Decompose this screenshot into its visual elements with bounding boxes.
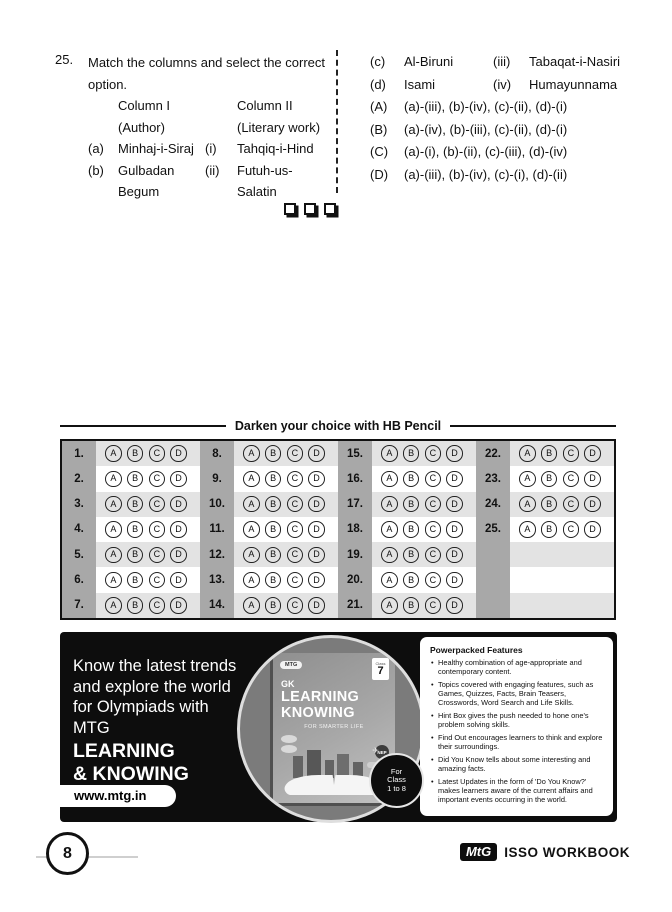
omr-bubble-22-B[interactable]: B xyxy=(541,445,558,462)
omr-bubble-25-A[interactable]: A xyxy=(519,521,536,538)
omr-bubble-18-D[interactable]: D xyxy=(446,521,463,538)
question-text xyxy=(88,52,344,95)
omr-bubble-23-A[interactable]: A xyxy=(519,471,536,488)
omr-bubble-row xyxy=(510,441,614,466)
omr-question-number xyxy=(476,593,510,618)
omr-bubble-row xyxy=(234,593,338,618)
omr-bubble-21-B[interactable]: B xyxy=(403,597,420,614)
omr-row xyxy=(476,441,614,466)
omr-bubble-14-A[interactable]: A xyxy=(243,597,260,614)
option-B-label: (B) xyxy=(370,121,388,137)
omr-question-number: 14. xyxy=(200,593,234,618)
omr-bubble-10-D[interactable]: D xyxy=(308,496,325,513)
omr-bubble-row xyxy=(372,441,476,466)
class-label: Class xyxy=(375,661,386,666)
omr-bubble-22-D[interactable]: D xyxy=(584,445,601,462)
omr-bubble-row xyxy=(372,542,476,567)
omr-question-number: 19. xyxy=(338,542,372,567)
omr-bubble-row xyxy=(234,542,338,567)
omr-bubble-row xyxy=(234,492,338,517)
omr-bubble-1-C[interactable]: C xyxy=(149,445,166,462)
badge-line: Class xyxy=(387,775,406,785)
omr-bubble-3-A[interactable]: A xyxy=(105,496,122,513)
omr-question-number: 11. xyxy=(200,517,234,542)
omr-bubble-row xyxy=(96,466,200,491)
feature-bullet: • Healthy combination of age-appropriate and contemporary content. xyxy=(430,658,604,676)
book-gk-label: GK xyxy=(281,679,295,689)
omr-bubble-18-C[interactable]: C xyxy=(425,521,442,538)
footer-branding xyxy=(460,843,630,861)
option-C-label: (C) xyxy=(370,144,389,159)
omr-row xyxy=(476,492,614,517)
row-c-work: Tabaqat-i-Nasiri xyxy=(529,54,621,69)
omr-row xyxy=(62,542,200,567)
omr-bubble-5-D[interactable]: D xyxy=(170,547,187,564)
omr-row xyxy=(476,542,614,567)
omr-question-number: 2. xyxy=(62,466,96,491)
omr-bubble-13-A[interactable]: A xyxy=(243,572,260,589)
omr-bubble-3-B[interactable]: B xyxy=(127,496,144,513)
question-text-line2: option. xyxy=(88,76,128,92)
omr-question-number: 18. xyxy=(338,517,372,542)
option-A xyxy=(370,96,628,119)
omr-row xyxy=(200,441,338,466)
omr-row xyxy=(200,542,338,567)
omr-row xyxy=(338,517,476,542)
omr-question-number: 25. xyxy=(476,517,510,542)
row-d-num: (iv) xyxy=(493,76,512,92)
omr-bubble-19-C[interactable]: C xyxy=(425,547,442,564)
omr-column-group xyxy=(476,441,614,618)
omr-bubble-15-A[interactable]: A xyxy=(381,445,398,462)
option-B xyxy=(370,119,628,142)
omr-row xyxy=(476,517,614,542)
omr-bubble-7-B[interactable]: B xyxy=(127,597,144,614)
omr-bubble-10-B[interactable]: B xyxy=(265,496,282,513)
badge-line: For xyxy=(390,766,403,776)
ad-headline-line: MTG xyxy=(73,718,110,737)
omr-row xyxy=(62,466,200,491)
omr-bubble-15-C[interactable]: C xyxy=(425,445,442,462)
omr-bubble-17-C[interactable]: C xyxy=(425,496,442,513)
omr-bubble-row xyxy=(510,542,614,567)
omr-question-number: 9. xyxy=(200,466,234,491)
column-divider xyxy=(336,50,338,193)
feature-bullet: • Find Out encourages learners to think and explore their surroundings. xyxy=(430,733,604,751)
omr-bubble-9-B[interactable]: B xyxy=(265,471,282,488)
omr-bubble-13-C[interactable]: C xyxy=(287,572,304,589)
omr-bubble-20-A[interactable]: A xyxy=(381,572,398,589)
feature-bullet: • Hint Box gives the push needed to hone one's problem solving skills. xyxy=(430,711,604,729)
omr-bubble-row xyxy=(234,517,338,542)
omr-bubble-16-B[interactable]: B xyxy=(403,471,420,488)
omr-bubble-2-B[interactable]: B xyxy=(127,471,144,488)
omr-bubble-row xyxy=(510,466,614,491)
omr-bubble-row xyxy=(96,492,200,517)
omr-bubble-15-D[interactable]: D xyxy=(446,445,463,462)
omr-question-number: 21. xyxy=(338,593,372,618)
omr-question-number: 22. xyxy=(476,441,510,466)
book-title-line1: LEARNING xyxy=(281,689,360,705)
omr-bubble-4-D[interactable]: D xyxy=(170,521,187,538)
omr-bubble-row xyxy=(372,466,476,491)
omr-bubble-22-A[interactable]: A xyxy=(519,445,536,462)
row-c-label: (c) xyxy=(370,54,386,69)
omr-bubble-row xyxy=(96,517,200,542)
omr-bubble-17-D[interactable]: D xyxy=(446,496,463,513)
omr-row xyxy=(476,567,614,592)
omr-row xyxy=(200,517,338,542)
omr-bubble-1-A[interactable]: A xyxy=(105,445,122,462)
omr-header xyxy=(60,419,616,433)
omr-bubble-16-D[interactable]: D xyxy=(446,471,463,488)
question-number: 25. xyxy=(55,52,74,67)
omr-bubble-14-C[interactable]: C xyxy=(287,597,304,614)
row-a-author: Minhaj-i-Siraj xyxy=(118,141,194,156)
omr-bubble-13-D[interactable]: D xyxy=(308,572,325,589)
city-illustration xyxy=(287,748,381,778)
omr-bubble-2-A[interactable]: A xyxy=(105,471,122,488)
omr-bubble-21-C[interactable]: C xyxy=(425,597,442,614)
omr-bubble-10-A[interactable]: A xyxy=(243,496,260,513)
option-A-label: (A) xyxy=(370,99,388,114)
omr-bubble-row xyxy=(372,492,476,517)
omr-bubble-20-B[interactable]: B xyxy=(403,572,420,589)
omr-bubble-25-C[interactable]: C xyxy=(563,521,580,538)
question-right-column xyxy=(370,51,628,186)
omr-question-number: 5. xyxy=(62,542,96,567)
option-B-text: (a)-(iv), (b)-(iii), (c)-(ii), (d)-(i) xyxy=(404,121,568,137)
omr-question-number: 3. xyxy=(62,492,96,517)
omr-bubble-23-C[interactable]: C xyxy=(563,471,580,488)
omr-row xyxy=(338,492,476,517)
omr-bubble-11-D[interactable]: D xyxy=(308,521,325,538)
omr-question-number: 10. xyxy=(200,492,234,517)
ad-brand-line: & KNOWING xyxy=(73,763,189,785)
rule-line xyxy=(450,425,616,427)
omr-bubble-21-A[interactable]: A xyxy=(381,597,398,614)
ad-headline-line: and explore the world xyxy=(73,677,231,696)
omr-row xyxy=(62,593,200,618)
omr-bubble-20-C[interactable]: C xyxy=(425,572,442,589)
row-b-label: (b) xyxy=(88,162,104,178)
omr-question-number: 15. xyxy=(338,441,372,466)
row-d-label: (d) xyxy=(370,76,386,92)
row-c xyxy=(370,51,628,74)
omr-bubble-8-A[interactable]: A xyxy=(243,445,260,462)
omr-bubble-9-A[interactable]: A xyxy=(243,471,260,488)
omr-question-number: 6. xyxy=(62,567,96,592)
omr-bubble-5-C[interactable]: C xyxy=(149,547,166,564)
omr-bubble-4-C[interactable]: C xyxy=(149,521,166,538)
omr-row xyxy=(338,567,476,592)
ad-brand-line: LEARNING xyxy=(73,740,175,762)
omr-bubble-row xyxy=(96,593,200,618)
omr-bubble-24-C[interactable]: C xyxy=(563,496,580,513)
omr-bubble-9-C[interactable]: C xyxy=(287,471,304,488)
omr-bubble-12-A[interactable]: A xyxy=(243,547,260,564)
mtg-logo: MTG xyxy=(280,661,302,669)
building-shape xyxy=(307,750,321,778)
mtg-website-link[interactable]: www.mtg.in xyxy=(60,785,176,807)
omr-bubble-6-B[interactable]: B xyxy=(127,572,144,589)
omr-bubble-row xyxy=(510,492,614,517)
option-D-text: (a)-(iii), (b)-(iv), (c)-(i), (d)-(ii) xyxy=(404,166,568,182)
omr-question-number: 7. xyxy=(62,593,96,618)
ad-headline-line: Know the latest trends xyxy=(73,657,237,675)
omr-question-number: 1. xyxy=(62,441,96,466)
row-d-work: Humayunnama xyxy=(529,76,618,92)
omr-question-number: 13. xyxy=(200,567,234,592)
omr-bubble-5-B[interactable]: B xyxy=(127,547,144,564)
omr-row xyxy=(476,466,614,491)
omr-bubble-8-C[interactable]: C xyxy=(287,445,304,462)
omr-bubble-19-D[interactable]: D xyxy=(446,547,463,564)
match-columns-table xyxy=(88,95,332,203)
row-b-author: Gulbadan Begum xyxy=(118,162,175,199)
omr-bubble-25-B[interactable]: B xyxy=(541,521,558,538)
omr-question-number: 24. xyxy=(476,492,510,517)
omr-bubble-3-D[interactable]: D xyxy=(170,496,187,513)
square-icon xyxy=(304,203,316,215)
omr-bubble-13-B[interactable]: B xyxy=(265,572,282,589)
omr-bubble-row xyxy=(96,567,200,592)
omr-bubble-24-A[interactable]: A xyxy=(519,496,536,513)
omr-row xyxy=(200,466,338,491)
omr-bubble-3-C[interactable]: C xyxy=(149,496,166,513)
omr-bubble-row xyxy=(510,567,614,592)
omr-bubble-12-D[interactable]: D xyxy=(308,547,325,564)
omr-row xyxy=(200,567,338,592)
omr-bubble-row xyxy=(96,542,200,567)
omr-column-group xyxy=(200,441,338,618)
omr-row xyxy=(62,492,200,517)
omr-question-number: 16. xyxy=(338,466,372,491)
omr-bubble-15-B[interactable]: B xyxy=(403,445,420,462)
omr-bubble-row xyxy=(372,517,476,542)
omr-row xyxy=(338,441,476,466)
omr-bubble-17-A[interactable]: A xyxy=(381,496,398,513)
omr-bubble-1-B[interactable]: B xyxy=(127,445,144,462)
features-title: Powerpacked Features xyxy=(430,645,523,655)
rule-line xyxy=(60,425,226,427)
omr-title: Darken your choice with HB Pencil xyxy=(234,419,442,433)
omr-question-number: 23. xyxy=(476,466,510,491)
omr-bubble-20-D[interactable]: D xyxy=(446,572,463,589)
feature-bullet: • Topics covered with engaging features, such as Games, Quizzes, Facts, Brain Teasers, Crosswords, Word Search and Life Skills. xyxy=(430,680,604,708)
omr-question-number: 4. xyxy=(62,517,96,542)
omr-row xyxy=(338,466,476,491)
feature-bullet: • Did You Know tells about some interesting and amazing facts. xyxy=(430,755,604,773)
omr-bubble-8-D[interactable]: D xyxy=(308,445,325,462)
mtg-advertisement xyxy=(60,632,617,822)
omr-bubble-7-D[interactable]: D xyxy=(170,597,187,614)
option-A-text: (a)-(iii), (b)-(iv), (c)-(ii), (d)-(i) xyxy=(404,99,568,114)
workbook-title: ISSO WORKBOOK xyxy=(504,844,630,860)
omr-bubble-7-A[interactable]: A xyxy=(105,597,122,614)
omr-bubble-row xyxy=(234,466,338,491)
omr-bubble-11-C[interactable]: C xyxy=(287,521,304,538)
row-a-work: Tahqiq-i-Hind xyxy=(237,141,314,156)
book-badge-oval xyxy=(281,735,297,743)
omr-row xyxy=(338,542,476,567)
row-b-num: (ii) xyxy=(205,162,220,178)
omr-bubble-row xyxy=(510,593,614,618)
omr-bubble-5-A[interactable]: A xyxy=(105,547,122,564)
omr-bubble-1-D[interactable]: D xyxy=(170,445,187,462)
ad-headline xyxy=(73,656,236,738)
option-D-label: (D) xyxy=(370,166,389,182)
book-title-line2: KNOWING xyxy=(281,705,355,721)
omr-bubble-11-A[interactable]: A xyxy=(243,521,260,538)
omr-bubble-8-B[interactable]: B xyxy=(265,445,282,462)
row-c-num: (iii) xyxy=(493,54,511,69)
nep-badge: NEP xyxy=(375,745,389,759)
omr-bubble-25-D[interactable]: D xyxy=(584,521,601,538)
omr-bubble-16-A[interactable]: A xyxy=(381,471,398,488)
row-d-author: Isami xyxy=(404,76,436,92)
omr-bubble-11-B[interactable]: B xyxy=(265,521,282,538)
row-c-author: Al-Biruni xyxy=(404,54,454,69)
feature-bullet: • Latest Updates in the form of 'Do You Know?' makes learners aware of the current affairs and important events occurring in the world. xyxy=(430,777,604,805)
omr-bubble-21-D[interactable]: D xyxy=(446,597,463,614)
omr-row xyxy=(338,593,476,618)
omr-question-number xyxy=(476,542,510,567)
omr-question-number: 12. xyxy=(200,542,234,567)
omr-bubble-2-C[interactable]: C xyxy=(149,471,166,488)
omr-bubble-23-D[interactable]: D xyxy=(584,471,601,488)
omr-bubble-14-B[interactable]: B xyxy=(265,597,282,614)
omr-bubble-18-B[interactable]: B xyxy=(403,521,420,538)
omr-bubble-19-A[interactable]: A xyxy=(381,547,398,564)
omr-question-number: 17. xyxy=(338,492,372,517)
omr-bubble-7-C[interactable]: C xyxy=(149,597,166,614)
omr-bubble-14-D[interactable]: D xyxy=(308,597,325,614)
omr-bubble-12-C[interactable]: C xyxy=(287,547,304,564)
omr-question-number xyxy=(476,567,510,592)
omr-bubble-16-C[interactable]: C xyxy=(425,471,442,488)
mtg-footer-logo: MtG xyxy=(460,843,497,861)
class-7-badge xyxy=(372,658,389,680)
omr-question-number: 20. xyxy=(338,567,372,592)
omr-bubble-4-A[interactable]: A xyxy=(105,521,122,538)
omr-column-group xyxy=(338,441,476,618)
omr-bubble-row xyxy=(372,593,476,618)
omr-bubble-12-B[interactable]: B xyxy=(265,547,282,564)
omr-bubble-row xyxy=(96,441,200,466)
book-page-left xyxy=(283,775,336,795)
ad-brand-title xyxy=(73,740,189,786)
omr-row xyxy=(200,492,338,517)
page-number-badge: 8 xyxy=(46,832,89,875)
omr-row xyxy=(62,517,200,542)
omr-grid xyxy=(60,439,616,620)
row-a-num: (i) xyxy=(205,141,217,156)
option-C-text: (a)-(i), (b)-(ii), (c)-(iii), (d)-(iv) xyxy=(404,144,568,159)
omr-question-number: 8. xyxy=(200,441,234,466)
book-tagline: FOR SMARTER LIFE xyxy=(304,724,364,730)
option-D xyxy=(370,164,628,187)
square-icon xyxy=(324,203,336,215)
omr-bubble-2-D[interactable]: D xyxy=(170,471,187,488)
omr-row xyxy=(476,593,614,618)
omr-bubble-19-B[interactable]: B xyxy=(403,547,420,564)
column1-header: Column I xyxy=(118,98,171,113)
omr-row xyxy=(62,567,200,592)
omr-row xyxy=(62,441,200,466)
column1-subheader: (Author) xyxy=(118,119,165,135)
omr-bubble-row xyxy=(510,517,614,542)
class-number: 7 xyxy=(377,665,384,677)
omr-bubble-6-C[interactable]: C xyxy=(149,572,166,589)
badge-line: 1 to 8 xyxy=(387,783,406,793)
column2-subheader: (Literary work) xyxy=(237,119,321,135)
row-b-work: Futuh-us-Salatin xyxy=(237,162,293,199)
for-class-1-to-8-badge xyxy=(369,753,424,808)
row-a-label: (a) xyxy=(88,141,104,156)
plane-icon: ✈ xyxy=(372,746,379,755)
omr-bubble-18-A[interactable]: A xyxy=(381,521,398,538)
column2-header: Column II xyxy=(237,98,293,113)
omr-bubble-22-C[interactable]: C xyxy=(563,445,580,462)
omr-bubble-6-A[interactable]: A xyxy=(105,572,122,589)
end-of-section-marker xyxy=(284,203,336,215)
omr-bubble-row xyxy=(234,567,338,592)
omr-row xyxy=(200,593,338,618)
omr-bubble-23-B[interactable]: B xyxy=(541,471,558,488)
omr-bubble-4-B[interactable]: B xyxy=(127,521,144,538)
omr-column-group xyxy=(62,441,200,618)
features-panel xyxy=(420,637,613,816)
omr-bubble-row xyxy=(372,567,476,592)
omr-bubble-row xyxy=(234,441,338,466)
omr-bubble-10-C[interactable]: C xyxy=(287,496,304,513)
omr-bubble-24-D[interactable]: D xyxy=(584,496,601,513)
omr-bubble-24-B[interactable]: B xyxy=(541,496,558,513)
square-icon xyxy=(284,203,296,215)
omr-bubble-6-D[interactable]: D xyxy=(170,572,187,589)
ad-headline-line: for Olympiads with xyxy=(73,698,209,716)
row-d xyxy=(370,74,628,97)
option-C xyxy=(370,141,628,164)
question-text-line1: Match the columns and select the correct xyxy=(88,55,326,70)
omr-bubble-17-B[interactable]: B xyxy=(403,496,420,513)
omr-bubble-9-D[interactable]: D xyxy=(308,471,325,488)
